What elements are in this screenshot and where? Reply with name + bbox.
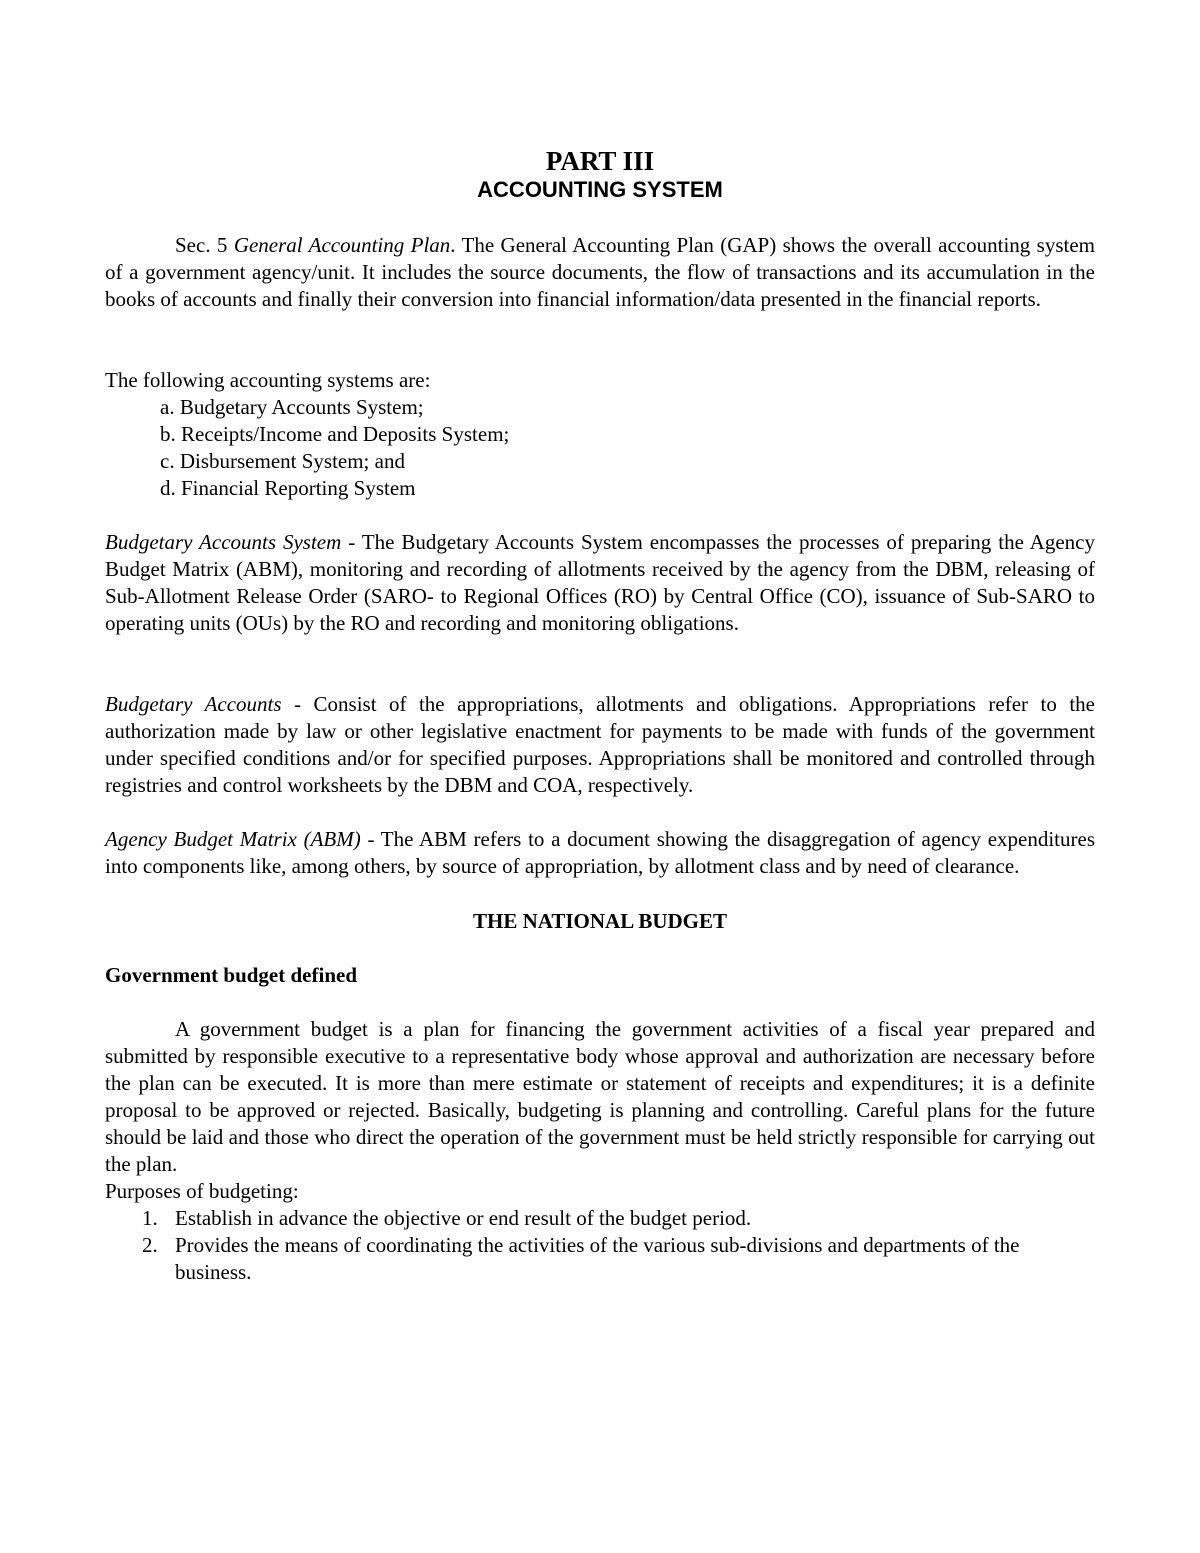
list-item: b. Receipts/Income and Deposits System; <box>160 422 510 446</box>
bas-text: - The Budgetary Accounts System encompasses the processes of preparing the Agency Budget Matrix (ABM), monitoring and recording of allotments received by the agency from the DBM, releasing of Sub-Allotment Release Order (SARO- to Regional Offices (RO) by Central Office (CO), issuance of Sub-SARO to operating units (OUs) by the RO and recording and monitoring obligations. <box>105 530 1095 635</box>
ba-text: - Consist of the appropriations, allotments and obligations. Appropriations refer to the authorization made by law or other legislative enactment for payments to be made with funds of the government under specified conditions and/or for specified purposes. Appropriations shall be monitored and controlled through registries and control worksheets by the DBM and COA, respectively. <box>105 692 1095 797</box>
purposes-list <box>105 1205 1095 1286</box>
national-budget-heading: THE NATIONAL BUDGET <box>473 909 727 933</box>
list-item: d. Financial Reporting System <box>160 476 416 500</box>
budget-paragraph: A government budget is a plan for financing the government activities of a fiscal year prepared and submitted by responsible executive to a representative body whose approval and authorization are necessary before the plan can be executed. It is more than mere estimate or statement of receipts and expenditures; it is a definite proposal to be approved or rejected. Basically, budgeting is planning and controlling. Careful plans for the future should be laid and those who direct the operation of the government must be held strictly responsible for carrying out the plan. <box>105 1017 1095 1176</box>
gap-paragraph <box>105 232 1095 313</box>
abm-term: Agency Budget Matrix (ABM) <box>105 827 361 851</box>
gap-text: . The General Accounting Plan (GAP) shows the overall accounting system of a government agency/unit. It includes the source documents, the flow of transactions and its accumulation in the books of accounts and finally their conversion into financial information/data presented in the financial reports. <box>105 233 1095 311</box>
systems-list <box>160 394 1060 502</box>
list-item: c. Disbursement System; and <box>160 449 405 473</box>
abm-paragraph <box>105 826 1095 880</box>
systems-intro: The following accounting systems are: <box>105 368 431 392</box>
part-title: PART III <box>545 146 655 176</box>
ba-paragraph <box>105 691 1095 799</box>
list-number: 2. <box>142 1233 158 1257</box>
purposes-intro: Purposes of budgeting: <box>105 1179 299 1203</box>
list-item: a. Budgetary Accounts System; <box>160 395 424 419</box>
ba-term: Budgetary Accounts <box>105 692 282 716</box>
list-number: 1. <box>142 1206 158 1230</box>
bas-term: Budgetary Accounts System <box>105 530 342 554</box>
list-text: Establish in advance the objective or end result of the budget period. <box>175 1206 752 1230</box>
bas-paragraph <box>105 529 1095 637</box>
abm-text: - The ABM refers to a document showing the disaggregation of agency expenditures into components like, among others, by source of appropriation, by allotment class and by need of clearance. <box>105 827 1095 878</box>
gap-term: General Accounting Plan <box>233 233 451 257</box>
gap-sec: Sec. 5 <box>175 233 234 257</box>
list-text: Provides the means of coordinating the activities of the various sub-divisions and departments of the business. <box>175 1233 1020 1284</box>
section-title: ACCOUNTING SYSTEM <box>477 177 723 202</box>
budget-defined-heading: Government budget defined <box>105 963 357 987</box>
list-item <box>105 1205 1095 1232</box>
list-item <box>105 1232 1095 1286</box>
